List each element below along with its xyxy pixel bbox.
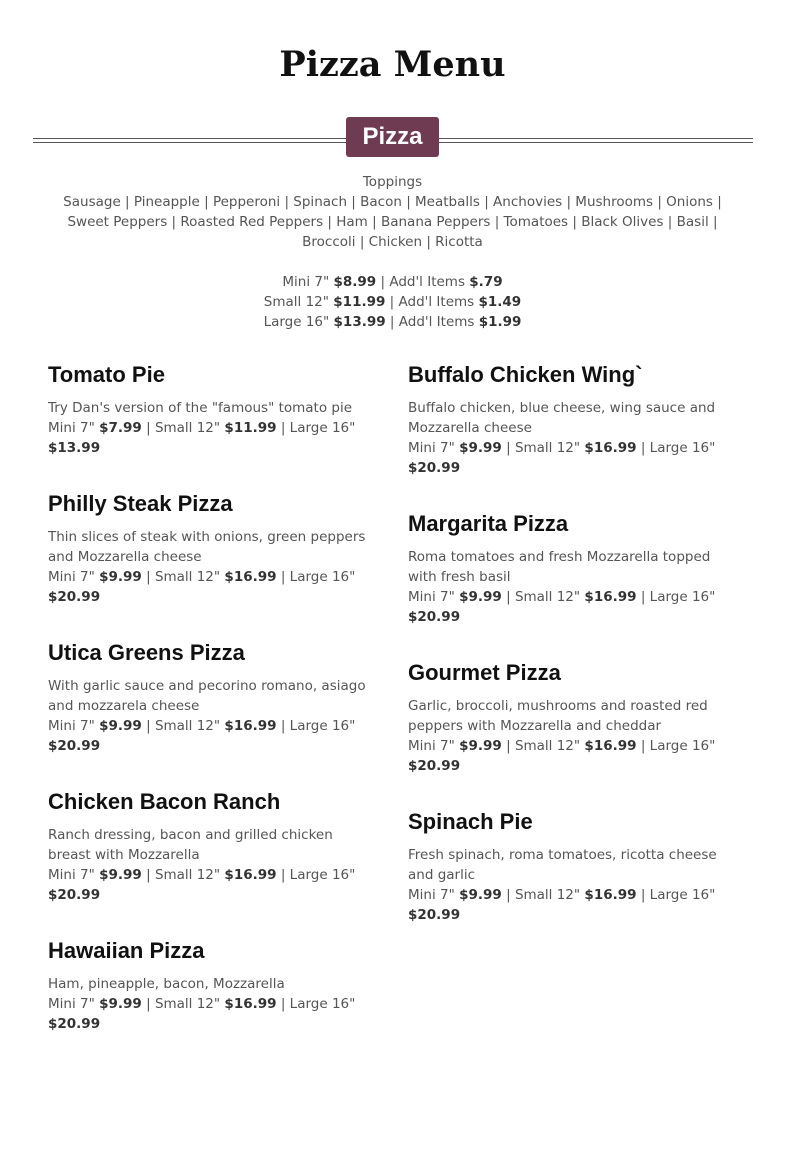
- menu-item: [408, 360, 728, 478]
- small-price: $16.99: [584, 589, 637, 605]
- mini-label: Mini 7": [408, 738, 455, 754]
- menu-item-prices: Mini 7" $9.99 | Small 12" $16.99 | Large 16" $20.99: [408, 887, 716, 923]
- menu-column-left: [48, 360, 368, 1065]
- menu-item-prices: Mini 7" $9.99 | Small 12" $16.99 | Large 16" $20.99: [48, 569, 356, 605]
- toppings-line: Broccoli | Chicken | Ricotta: [302, 234, 483, 250]
- menu-item-name: Spinach Pie: [408, 809, 533, 834]
- large-price: $13.99: [48, 440, 101, 456]
- large-label: Large 16": [649, 738, 716, 754]
- mini-price: $9.99: [459, 738, 502, 754]
- mini-price: $9.99: [99, 867, 142, 883]
- mini-label: Mini 7": [48, 718, 95, 734]
- menu-item-name: Buffalo Chicken Wing`: [408, 362, 643, 387]
- menu-item-name: Margarita Pizza: [408, 511, 569, 536]
- mini-label: Mini 7": [408, 440, 455, 456]
- addl-label: Add'l Items: [398, 294, 475, 310]
- size-label: Mini 7": [282, 274, 330, 290]
- menu-item-prices: Mini 7" $9.99 | Small 12" $16.99 | Large 16" $20.99: [408, 440, 716, 476]
- large-label: Large 16": [649, 440, 716, 456]
- section-badge-pizza: Pizza: [346, 117, 439, 157]
- menu-item: [48, 787, 368, 905]
- large-label: Large 16": [289, 420, 356, 436]
- mini-label: Mini 7": [48, 569, 95, 585]
- size-label: Small 12": [263, 294, 329, 310]
- size-price-row: Large 16" $13.99 | Add'l Items $1.99: [263, 314, 522, 330]
- mini-label: Mini 7": [48, 420, 95, 436]
- mini-label: Mini 7": [408, 887, 455, 903]
- menu-item-name: Gourmet Pizza: [408, 660, 561, 685]
- menu-item-prices: Mini 7" $9.99 | Small 12" $16.99 | Large 16" $20.99: [48, 996, 356, 1032]
- large-price: $20.99: [48, 1016, 101, 1032]
- small-label: Small 12": [154, 718, 221, 734]
- menu-item-description: Buffalo chicken, blue cheese, wing sauce and Mozzarella cheese: [408, 400, 716, 436]
- addl-label: Add'l Items: [398, 314, 475, 330]
- small-label: Small 12": [514, 738, 581, 754]
- menu-item-name: Utica Greens Pizza: [48, 640, 245, 665]
- menu-item-name: Tomato Pie: [48, 362, 165, 387]
- menu-item: [408, 807, 728, 925]
- small-label: Small 12": [154, 569, 221, 585]
- mini-price: $9.99: [99, 718, 142, 734]
- menu-item-prices: Mini 7" $9.99 | Small 12" $16.99 | Large 16" $20.99: [408, 738, 716, 774]
- menu-item-prices: Mini 7" $9.99 | Small 12" $16.99 | Large 16" $20.99: [48, 867, 356, 903]
- menu-item-description: Ranch dressing, bacon and grilled chicken breast with Mozzarella: [48, 827, 333, 863]
- small-price: $16.99: [224, 569, 277, 585]
- large-price: $20.99: [408, 460, 461, 476]
- mini-label: Mini 7": [408, 589, 455, 605]
- addl-price: $.79: [469, 274, 503, 290]
- size-price: $13.99: [333, 314, 386, 330]
- menu-item-description: Fresh spinach, roma tomatoes, ricotta cheese and garlic: [408, 847, 717, 883]
- mini-price: $9.99: [99, 996, 142, 1012]
- mini-price: $9.99: [459, 440, 502, 456]
- size-prices-block: [40, 272, 745, 332]
- mini-price: $9.99: [459, 589, 502, 605]
- large-price: $20.99: [408, 758, 461, 774]
- menu-item: [48, 638, 368, 756]
- size-price: $11.99: [333, 294, 386, 310]
- toppings-block: [40, 172, 745, 252]
- page-title: Pizza Menu: [279, 44, 506, 85]
- menu-item-description: With garlic sauce and pecorino romano, asiago and mozzarela cheese: [48, 678, 366, 714]
- size-price-row: Mini 7" $8.99 | Add'l Items $.79: [282, 274, 503, 290]
- mini-price: $9.99: [99, 569, 142, 585]
- large-label: Large 16": [289, 718, 356, 734]
- small-price: $16.99: [584, 887, 637, 903]
- size-price-row: Small 12" $11.99 | Add'l Items $1.49: [263, 294, 522, 310]
- large-price: $20.99: [408, 907, 461, 923]
- large-price: $20.99: [48, 589, 101, 605]
- mini-label: Mini 7": [48, 996, 95, 1012]
- menu-item-description: Roma tomatoes and fresh Mozzarella topped with fresh basil: [408, 549, 711, 585]
- small-label: Small 12": [154, 996, 221, 1012]
- large-label: Large 16": [289, 867, 356, 883]
- menu-item: [48, 489, 368, 607]
- menu-item: [48, 936, 368, 1034]
- toppings-line: Sausage | Pineapple | Pepperoni | Spinach | Bacon | Meatballs | Anchovies | Mushrooms | Onions |: [63, 194, 722, 210]
- menu-item: [408, 509, 728, 627]
- toppings-heading: Toppings: [362, 174, 423, 190]
- menu-item-prices: Mini 7" $7.99 | Small 12" $11.99 | Large 16" $13.99: [48, 420, 356, 456]
- small-price: $16.99: [224, 996, 277, 1012]
- menu-item-name: Philly Steak Pizza: [48, 491, 233, 516]
- addl-price: $1.99: [478, 314, 522, 330]
- large-price: $20.99: [48, 738, 101, 754]
- toppings-line: Sweet Peppers | Roasted Red Peppers | Ham | Banana Peppers | Tomatoes | Black Olives | Basil |: [67, 214, 718, 230]
- menu-column-right: [408, 360, 728, 956]
- size-price: $8.99: [333, 274, 377, 290]
- small-price: $16.99: [224, 867, 277, 883]
- small-label: Small 12": [154, 420, 221, 436]
- mini-price: $7.99: [99, 420, 142, 436]
- menu-item-description: Ham, pineapple, bacon, Mozzarella: [48, 976, 285, 992]
- large-price: $20.99: [48, 887, 101, 903]
- small-price: $16.99: [584, 738, 637, 754]
- menu-item: [48, 360, 368, 458]
- size-label: Large 16": [263, 314, 330, 330]
- large-label: Large 16": [649, 887, 716, 903]
- menu-item-name: Chicken Bacon Ranch: [48, 789, 281, 814]
- menu-item-prices: Mini 7" $9.99 | Small 12" $16.99 | Large 16" $20.99: [408, 589, 716, 625]
- small-price: $16.99: [224, 718, 277, 734]
- section-header: [33, 117, 753, 157]
- large-price: $20.99: [408, 609, 461, 625]
- addl-label: Add'l Items: [389, 274, 465, 290]
- small-label: Small 12": [154, 867, 221, 883]
- menu-item-name: Hawaiian Pizza: [48, 938, 205, 963]
- menu-item-description: Thin slices of steak with onions, green peppers and Mozzarella cheese: [48, 529, 366, 565]
- menu-item: [408, 658, 728, 776]
- small-price: $11.99: [224, 420, 277, 436]
- small-price: $16.99: [584, 440, 637, 456]
- large-label: Large 16": [289, 569, 356, 585]
- menu-item-description: Try Dan's version of the "famous" tomato pie: [48, 400, 353, 416]
- small-label: Small 12": [514, 589, 581, 605]
- small-label: Small 12": [514, 887, 581, 903]
- addl-price: $1.49: [478, 294, 522, 310]
- mini-price: $9.99: [459, 887, 502, 903]
- large-label: Large 16": [289, 996, 356, 1012]
- mini-label: Mini 7": [48, 867, 95, 883]
- menu-item-prices: Mini 7" $9.99 | Small 12" $16.99 | Large 16" $20.99: [48, 718, 356, 754]
- menu-item-description: Garlic, broccoli, mushrooms and roasted red peppers with Mozzarella and cheddar: [408, 698, 708, 734]
- small-label: Small 12": [514, 440, 581, 456]
- large-label: Large 16": [649, 589, 716, 605]
